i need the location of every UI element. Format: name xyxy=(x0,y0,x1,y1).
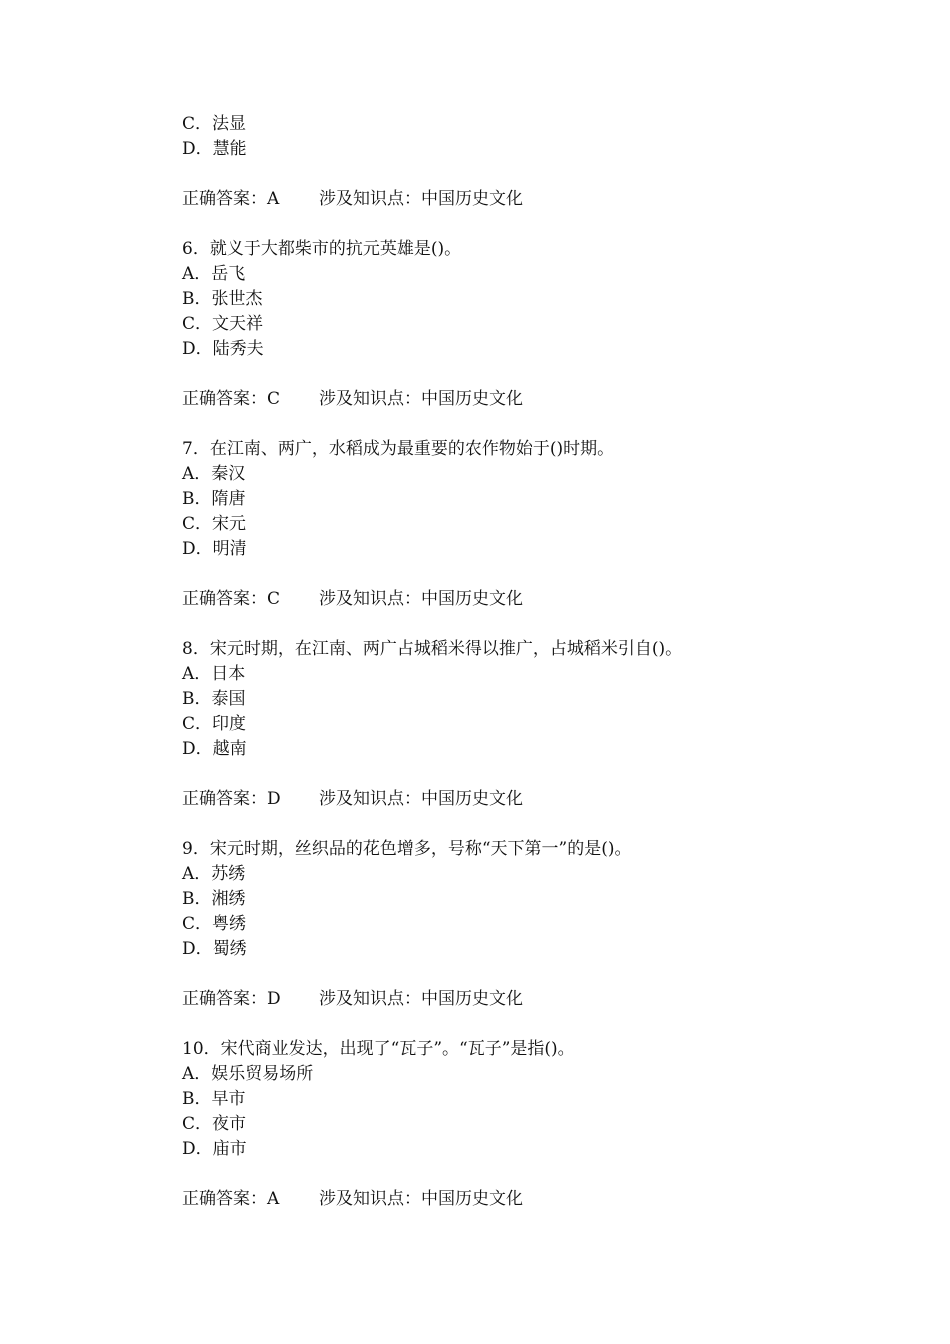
knowledge-point: 涉及知识点：中国历史文化 xyxy=(319,389,523,409)
option-a: A．日本 xyxy=(182,664,246,684)
option-b: B．泰国 xyxy=(182,689,246,709)
spacer xyxy=(182,1162,902,1187)
option-b: B．湘绣 xyxy=(182,889,246,909)
option-a: A．娱乐贸易场所 xyxy=(182,1064,314,1084)
option-b: B．隋唐 xyxy=(182,489,246,509)
knowledge-point: 涉及知识点：中国历史文化 xyxy=(319,589,523,609)
answer-line xyxy=(182,587,902,612)
correct-answer: 正确答案：D xyxy=(182,989,281,1009)
knowledge-point: 涉及知识点：中国历史文化 xyxy=(319,1189,523,1209)
option-c: C．夜市 xyxy=(182,1114,247,1134)
knowledge-point: 涉及知识点：中国历史文化 xyxy=(319,989,523,1009)
option-c: C．法显 xyxy=(182,114,247,134)
question-block-5 xyxy=(182,112,902,237)
spacer xyxy=(182,162,902,187)
question-text: 8．宋元时期，在江南、两广占城稻米得以推广，占城稻米引自()。 xyxy=(182,639,683,659)
option-a: A．岳飞 xyxy=(182,264,246,284)
spacer xyxy=(182,762,902,787)
option-d: D．庙市 xyxy=(182,1139,247,1159)
question-text: 6．就义于大都柴市的抗元英雄是()。 xyxy=(182,239,462,259)
question-block-7 xyxy=(182,437,902,637)
option-c: C．粤绣 xyxy=(182,914,247,934)
question-block-8 xyxy=(182,637,902,837)
spacer xyxy=(182,212,902,237)
option-c: C．文天祥 xyxy=(182,314,264,334)
spacer xyxy=(182,362,902,387)
option-d: D．慧能 xyxy=(182,139,247,159)
answer-line xyxy=(182,787,902,812)
option-d: D．陆秀夫 xyxy=(182,339,264,359)
spacer xyxy=(182,962,902,987)
correct-answer: 正确答案：C xyxy=(182,589,281,609)
correct-answer: 正确答案：D xyxy=(182,789,281,809)
correct-answer: 正确答案：C xyxy=(182,389,281,409)
question-text: 7．在江南、两广，水稻成为最重要的农作物始于()时期。 xyxy=(182,439,615,459)
correct-answer: 正确答案：A xyxy=(182,1189,280,1209)
spacer xyxy=(182,1012,902,1037)
correct-answer: 正确答案：A xyxy=(182,189,280,209)
knowledge-point: 涉及知识点：中国历史文化 xyxy=(319,189,523,209)
knowledge-point: 涉及知识点：中国历史文化 xyxy=(319,789,523,809)
option-c: C．印度 xyxy=(182,714,247,734)
question-block-10 xyxy=(182,1037,902,1212)
question-block-6 xyxy=(182,237,902,437)
question-text: 10．宋代商业发达，出现了“瓦子”。“瓦子”是指()。 xyxy=(182,1039,575,1059)
option-b: B．张世杰 xyxy=(182,289,263,309)
spacer xyxy=(182,612,902,637)
option-b: B．早市 xyxy=(182,1089,246,1109)
option-a: A．苏绣 xyxy=(182,864,246,884)
question-block-9 xyxy=(182,837,902,1037)
option-c: C．宋元 xyxy=(182,514,247,534)
answer-line xyxy=(182,187,902,212)
answer-line xyxy=(182,1187,902,1212)
question-text: 9．宋元时期，丝织品的花色增多，号称“天下第一”的是()。 xyxy=(182,839,632,859)
spacer xyxy=(182,812,902,837)
spacer xyxy=(182,412,902,437)
option-a: A．秦汉 xyxy=(182,464,246,484)
option-d: D．越南 xyxy=(182,739,247,759)
option-d: D．明清 xyxy=(182,539,247,559)
answer-line xyxy=(182,987,902,1012)
spacer xyxy=(182,562,902,587)
answer-line xyxy=(182,387,902,412)
option-d: D．蜀绣 xyxy=(182,939,247,959)
document-page xyxy=(182,112,902,1212)
